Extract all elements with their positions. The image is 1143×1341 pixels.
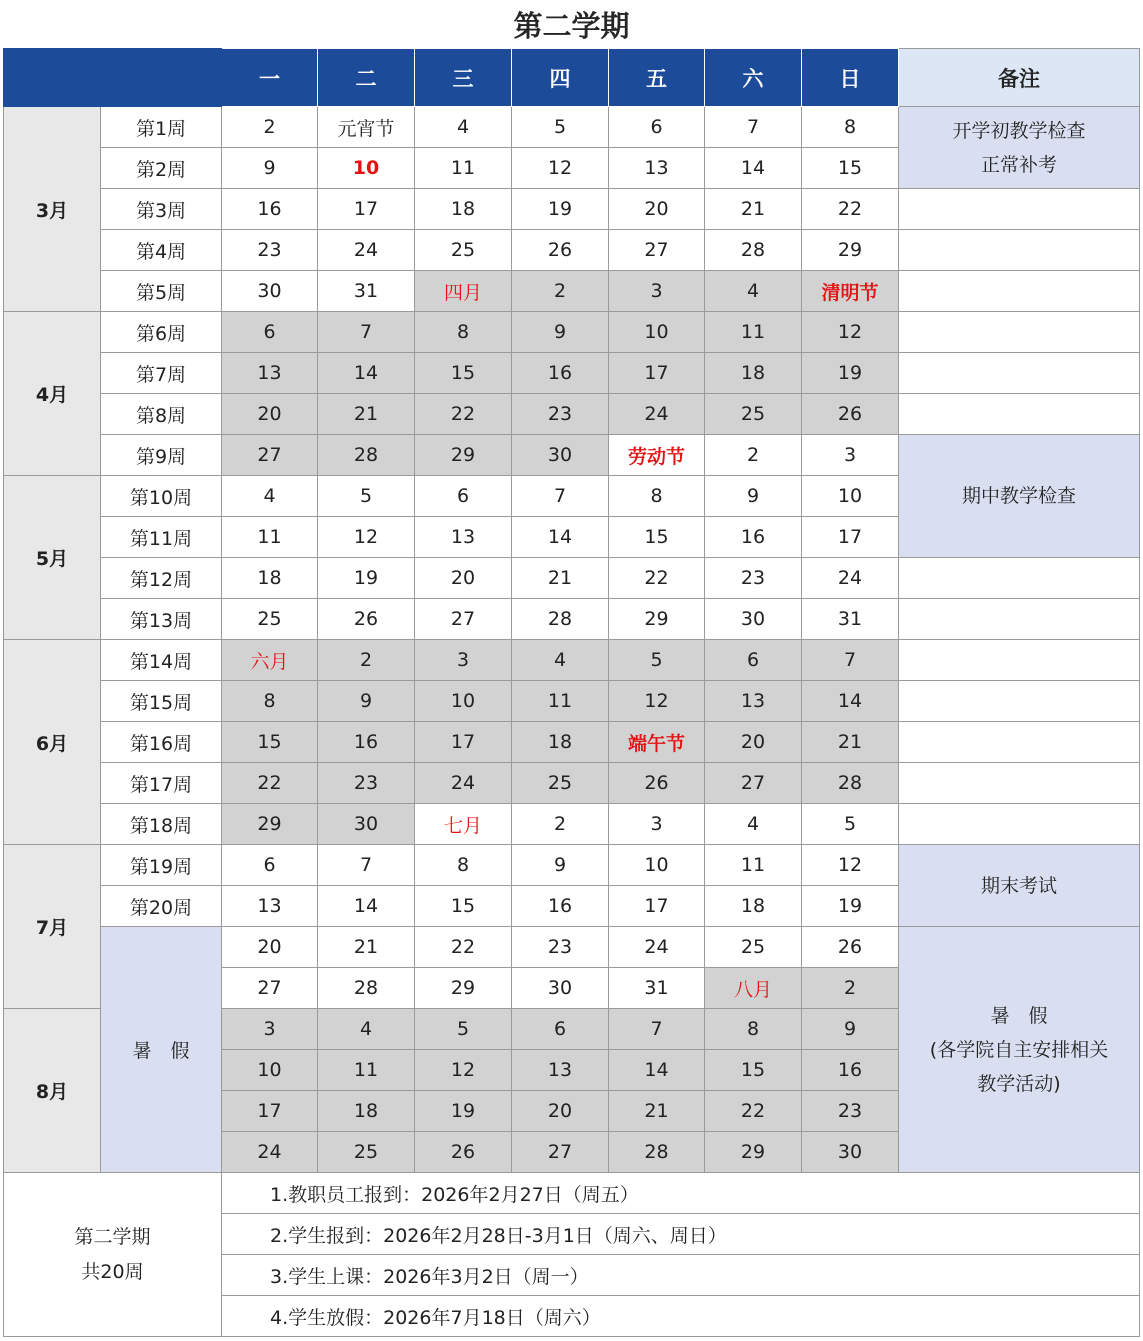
- note-line: 正常补考: [980, 153, 1057, 176]
- week-label: 第8周: [101, 394, 222, 435]
- week-row: [4, 271, 1140, 312]
- month-label: 3月: [4, 107, 101, 312]
- note-line: 期末考试: [980, 874, 1057, 897]
- day-cell: 16: [512, 886, 609, 927]
- day-cell: 2: [512, 271, 609, 312]
- summer-vacation-label: 暑 假: [101, 927, 222, 1173]
- page-title: 第二学期: [513, 8, 630, 43]
- day-cell: 28: [609, 1132, 705, 1173]
- week-row: [4, 763, 1140, 804]
- info-line: 2.学生报到：2026年2月28日-3月1日（周六、周日）: [222, 1214, 1140, 1255]
- week-row: [4, 107, 1140, 148]
- day-cell: 29: [802, 230, 899, 271]
- day-cell: 8: [222, 681, 318, 722]
- day-cell: 6: [415, 476, 512, 517]
- day-cell: 9: [705, 476, 802, 517]
- week-label: 第10周: [101, 476, 222, 517]
- day-cell: 14: [705, 148, 802, 189]
- day-cell: 8: [415, 845, 512, 886]
- notes-header: 备注: [899, 49, 1140, 107]
- day-cell: 29: [609, 599, 705, 640]
- week-label: 第15周: [101, 681, 222, 722]
- day-cell: 2: [705, 435, 802, 476]
- day-cell: 11: [512, 681, 609, 722]
- week-row: [4, 927, 1140, 968]
- week-row: [4, 394, 1140, 435]
- day-cell: 10: [802, 476, 899, 517]
- day-cell: 5: [802, 804, 899, 845]
- day-cell: 28: [318, 435, 415, 476]
- day-cell: 25: [512, 763, 609, 804]
- day-cell: 25: [705, 394, 802, 435]
- day-cell: 5: [512, 107, 609, 148]
- holiday-cell: 10: [318, 148, 415, 189]
- week-label: 第16周: [101, 722, 222, 763]
- week-label: 第20周: [101, 886, 222, 927]
- day-cell: 3: [415, 640, 512, 681]
- day-cell: 18: [705, 353, 802, 394]
- note-empty: [899, 804, 1140, 845]
- day-cell: 3: [609, 271, 705, 312]
- day-cell: 31: [609, 968, 705, 1009]
- week-label: 第18周: [101, 804, 222, 845]
- note-empty: [899, 271, 1140, 312]
- week-label: 第19周: [101, 845, 222, 886]
- month-label: 8月: [4, 1009, 101, 1173]
- day-cell: 12: [318, 517, 415, 558]
- day-cell: 30: [512, 435, 609, 476]
- day-cell: 10: [415, 681, 512, 722]
- week-label: 第4周: [101, 230, 222, 271]
- day-cell: 13: [222, 886, 318, 927]
- day-cell: 13: [415, 517, 512, 558]
- day-cell: 18: [512, 722, 609, 763]
- weekday-header: 五: [609, 49, 705, 107]
- day-cell: 18: [705, 886, 802, 927]
- day-cell: 13: [705, 681, 802, 722]
- day-cell: 20: [222, 927, 318, 968]
- weekday-header: 日: [802, 49, 899, 107]
- day-cell: 6: [222, 312, 318, 353]
- month-marker-cell: 六月: [222, 640, 318, 681]
- day-cell: 30: [222, 271, 318, 312]
- day-cell: 28: [802, 763, 899, 804]
- day-cell: 20: [415, 558, 512, 599]
- day-cell: 11: [415, 148, 512, 189]
- day-cell: 26: [318, 599, 415, 640]
- day-cell: 21: [512, 558, 609, 599]
- week-label: 第2周: [101, 148, 222, 189]
- info-line: 1.教职员工报到：2026年2月27日（周五）: [222, 1173, 1140, 1214]
- note-empty: [899, 230, 1140, 271]
- note-empty: [899, 763, 1140, 804]
- day-cell: 24: [609, 927, 705, 968]
- day-cell: 17: [802, 517, 899, 558]
- day-cell: 6: [705, 640, 802, 681]
- calendar-table: [3, 48, 1140, 1337]
- day-cell: 6: [512, 1009, 609, 1050]
- week-row: [4, 435, 1140, 476]
- day-cell: 25: [705, 927, 802, 968]
- day-cell: 23: [802, 1091, 899, 1132]
- week-label: 第12周: [101, 558, 222, 599]
- note-empty: [899, 312, 1140, 353]
- day-cell: 17: [222, 1091, 318, 1132]
- info-row: [4, 1173, 1140, 1214]
- day-cell: 30: [802, 1132, 899, 1173]
- week-label: 第1周: [101, 107, 222, 148]
- month-marker-cell: 七月: [415, 804, 512, 845]
- day-cell: 30: [705, 599, 802, 640]
- day-cell: 25: [222, 599, 318, 640]
- day-cell: 16: [512, 353, 609, 394]
- day-cell: 9: [512, 312, 609, 353]
- day-cell: 21: [802, 722, 899, 763]
- holiday-cell: 清明节: [802, 271, 899, 312]
- weekday-header: 二: [318, 49, 415, 107]
- holiday-cell: 端午节: [609, 722, 705, 763]
- day-cell: 8: [705, 1009, 802, 1050]
- note-summer: [899, 927, 1140, 1173]
- weekday-header: 六: [705, 49, 802, 107]
- week-row: [4, 353, 1140, 394]
- note-final: [899, 845, 1140, 927]
- day-cell: 7: [609, 1009, 705, 1050]
- day-cell: 4: [318, 1009, 415, 1050]
- day-cell: 14: [318, 886, 415, 927]
- day-cell: 24: [802, 558, 899, 599]
- day-cell: 11: [705, 312, 802, 353]
- day-cell: 20: [222, 394, 318, 435]
- day-cell: 12: [802, 845, 899, 886]
- day-cell: 8: [802, 107, 899, 148]
- month-label: 4月: [4, 312, 101, 476]
- week-label: 第17周: [101, 763, 222, 804]
- day-cell: 2: [802, 968, 899, 1009]
- day-cell: 10: [609, 845, 705, 886]
- day-cell: 7: [512, 476, 609, 517]
- semester-summary: [4, 1173, 222, 1337]
- day-cell: 10: [609, 312, 705, 353]
- note-line: 期中教学检查: [961, 485, 1076, 507]
- day-cell: 9: [512, 845, 609, 886]
- day-cell: 15: [415, 886, 512, 927]
- day-cell: 25: [415, 230, 512, 271]
- week-row: [4, 312, 1140, 353]
- day-cell: 22: [609, 558, 705, 599]
- day-cell: 26: [415, 1132, 512, 1173]
- day-cell: 元宵节: [318, 107, 415, 148]
- note-line: 开学初教学检查: [952, 119, 1086, 142]
- day-cell: 3: [222, 1009, 318, 1050]
- week-row: [4, 640, 1140, 681]
- day-cell: 19: [512, 189, 609, 230]
- day-cell: 8: [415, 312, 512, 353]
- day-cell: 27: [705, 763, 802, 804]
- info-line: 4.学生放假：2026年7月18日（周六）: [222, 1296, 1140, 1337]
- month-marker-cell: 四月: [415, 271, 512, 312]
- day-cell: 11: [705, 845, 802, 886]
- day-cell: 22: [802, 189, 899, 230]
- day-cell: 22: [705, 1091, 802, 1132]
- day-cell: 19: [802, 353, 899, 394]
- day-cell: 23: [318, 763, 415, 804]
- day-cell: 4: [415, 107, 512, 148]
- day-cell: 10: [222, 1050, 318, 1091]
- day-cell: 23: [705, 558, 802, 599]
- day-cell: 22: [415, 394, 512, 435]
- day-cell: 26: [609, 763, 705, 804]
- week-row: [4, 230, 1140, 271]
- day-cell: 26: [802, 394, 899, 435]
- day-cell: 20: [705, 722, 802, 763]
- info-line: 3.学生上课：2026年3月2日（周一）: [222, 1255, 1140, 1296]
- day-cell: 8: [609, 476, 705, 517]
- week-row: [4, 558, 1140, 599]
- day-cell: 12: [802, 312, 899, 353]
- day-cell: 20: [512, 1091, 609, 1132]
- day-cell: 23: [222, 230, 318, 271]
- day-cell: 27: [222, 968, 318, 1009]
- day-cell: 21: [609, 1091, 705, 1132]
- day-cell: 4: [512, 640, 609, 681]
- note-empty: [899, 681, 1140, 722]
- day-cell: 30: [318, 804, 415, 845]
- day-cell: 19: [318, 558, 415, 599]
- day-cell: 13: [512, 1050, 609, 1091]
- week-label: 第6周: [101, 312, 222, 353]
- day-cell: 22: [415, 927, 512, 968]
- week-label: 第13周: [101, 599, 222, 640]
- note-empty: [899, 353, 1140, 394]
- day-cell: 24: [222, 1132, 318, 1173]
- day-cell: 14: [609, 1050, 705, 1091]
- note-opening: [899, 107, 1140, 189]
- day-cell: 27: [609, 230, 705, 271]
- month-marker-cell: 八月: [705, 968, 802, 1009]
- day-cell: 26: [802, 927, 899, 968]
- day-cell: 26: [512, 230, 609, 271]
- day-cell: 3: [609, 804, 705, 845]
- day-cell: 17: [415, 722, 512, 763]
- month-label: 5月: [4, 476, 101, 640]
- day-cell: 23: [512, 927, 609, 968]
- note-line: 暑 假: [990, 1004, 1048, 1027]
- day-cell: 16: [705, 517, 802, 558]
- header-corner: [4, 49, 222, 107]
- day-cell: 12: [415, 1050, 512, 1091]
- day-cell: 24: [609, 394, 705, 435]
- weekday-header: 三: [415, 49, 512, 107]
- day-cell: 31: [802, 599, 899, 640]
- month-label: 7月: [4, 845, 101, 1009]
- day-cell: 2: [512, 804, 609, 845]
- day-cell: 15: [802, 148, 899, 189]
- day-cell: 7: [705, 107, 802, 148]
- day-cell: 5: [318, 476, 415, 517]
- day-cell: 7: [318, 312, 415, 353]
- month-label: 6月: [4, 640, 101, 845]
- day-cell: 14: [318, 353, 415, 394]
- day-cell: 21: [318, 927, 415, 968]
- week-label: 第11周: [101, 517, 222, 558]
- day-cell: 24: [318, 230, 415, 271]
- week-label: 第9周: [101, 435, 222, 476]
- day-cell: 9: [802, 1009, 899, 1050]
- day-cell: 15: [705, 1050, 802, 1091]
- summary-line: 第二学期: [74, 1225, 151, 1248]
- day-cell: 5: [609, 640, 705, 681]
- day-cell: 21: [318, 394, 415, 435]
- day-cell: 28: [318, 968, 415, 1009]
- week-label: 第7周: [101, 353, 222, 394]
- day-cell: 22: [222, 763, 318, 804]
- day-cell: 30: [512, 968, 609, 1009]
- day-cell: 7: [802, 640, 899, 681]
- day-cell: 9: [318, 681, 415, 722]
- week-label: 第5周: [101, 271, 222, 312]
- week-row: [4, 599, 1140, 640]
- day-cell: 3: [802, 435, 899, 476]
- header-row: [4, 49, 1140, 107]
- note-line: (各学院自主安排相关: [929, 1038, 1109, 1061]
- day-cell: 28: [705, 230, 802, 271]
- week-row: [4, 722, 1140, 763]
- note-line: 教学活动): [977, 1072, 1061, 1095]
- note-empty: [899, 722, 1140, 763]
- week-row: [4, 189, 1140, 230]
- day-cell: 12: [609, 681, 705, 722]
- note-midterm: [899, 435, 1140, 558]
- day-cell: 19: [415, 1091, 512, 1132]
- day-cell: 11: [318, 1050, 415, 1091]
- day-cell: 28: [512, 599, 609, 640]
- day-cell: 13: [609, 148, 705, 189]
- day-cell: 6: [222, 845, 318, 886]
- day-cell: 17: [609, 353, 705, 394]
- day-cell: 12: [512, 148, 609, 189]
- day-cell: 4: [222, 476, 318, 517]
- day-cell: 14: [802, 681, 899, 722]
- day-cell: 14: [512, 517, 609, 558]
- note-empty: [899, 599, 1140, 640]
- day-cell: 21: [705, 189, 802, 230]
- day-cell: 29: [222, 804, 318, 845]
- week-row: [4, 681, 1140, 722]
- note-empty: [899, 640, 1140, 681]
- day-cell: 2: [222, 107, 318, 148]
- week-row: [4, 845, 1140, 886]
- day-cell: 16: [802, 1050, 899, 1091]
- week-row: [4, 804, 1140, 845]
- day-cell: 29: [705, 1132, 802, 1173]
- day-cell: 23: [512, 394, 609, 435]
- day-cell: 19: [802, 886, 899, 927]
- day-cell: 18: [222, 558, 318, 599]
- day-cell: 27: [415, 599, 512, 640]
- week-label: 第14周: [101, 640, 222, 681]
- day-cell: 4: [705, 271, 802, 312]
- day-cell: 29: [415, 435, 512, 476]
- note-empty: [899, 558, 1140, 599]
- day-cell: 6: [609, 107, 705, 148]
- day-cell: 20: [609, 189, 705, 230]
- day-cell: 15: [609, 517, 705, 558]
- day-cell: 13: [222, 353, 318, 394]
- day-cell: 31: [318, 271, 415, 312]
- note-empty: [899, 394, 1140, 435]
- week-label: 第3周: [101, 189, 222, 230]
- summary-line: 共20周: [81, 1260, 144, 1283]
- note-empty: [899, 189, 1140, 230]
- day-cell: 16: [222, 189, 318, 230]
- day-cell: 18: [318, 1091, 415, 1132]
- day-cell: 9: [222, 148, 318, 189]
- weekday-header: 一: [222, 49, 318, 107]
- day-cell: 27: [222, 435, 318, 476]
- weekday-header: 四: [512, 49, 609, 107]
- day-cell: 4: [705, 804, 802, 845]
- day-cell: 16: [318, 722, 415, 763]
- day-cell: 24: [415, 763, 512, 804]
- day-cell: 15: [415, 353, 512, 394]
- day-cell: 17: [318, 189, 415, 230]
- holiday-cell: 劳动节: [609, 435, 705, 476]
- day-cell: 2: [318, 640, 415, 681]
- day-cell: 29: [415, 968, 512, 1009]
- day-cell: 7: [318, 845, 415, 886]
- day-cell: 17: [609, 886, 705, 927]
- day-cell: 11: [222, 517, 318, 558]
- day-cell: 25: [318, 1132, 415, 1173]
- day-cell: 18: [415, 189, 512, 230]
- day-cell: 15: [222, 722, 318, 763]
- day-cell: 5: [415, 1009, 512, 1050]
- day-cell: 27: [512, 1132, 609, 1173]
